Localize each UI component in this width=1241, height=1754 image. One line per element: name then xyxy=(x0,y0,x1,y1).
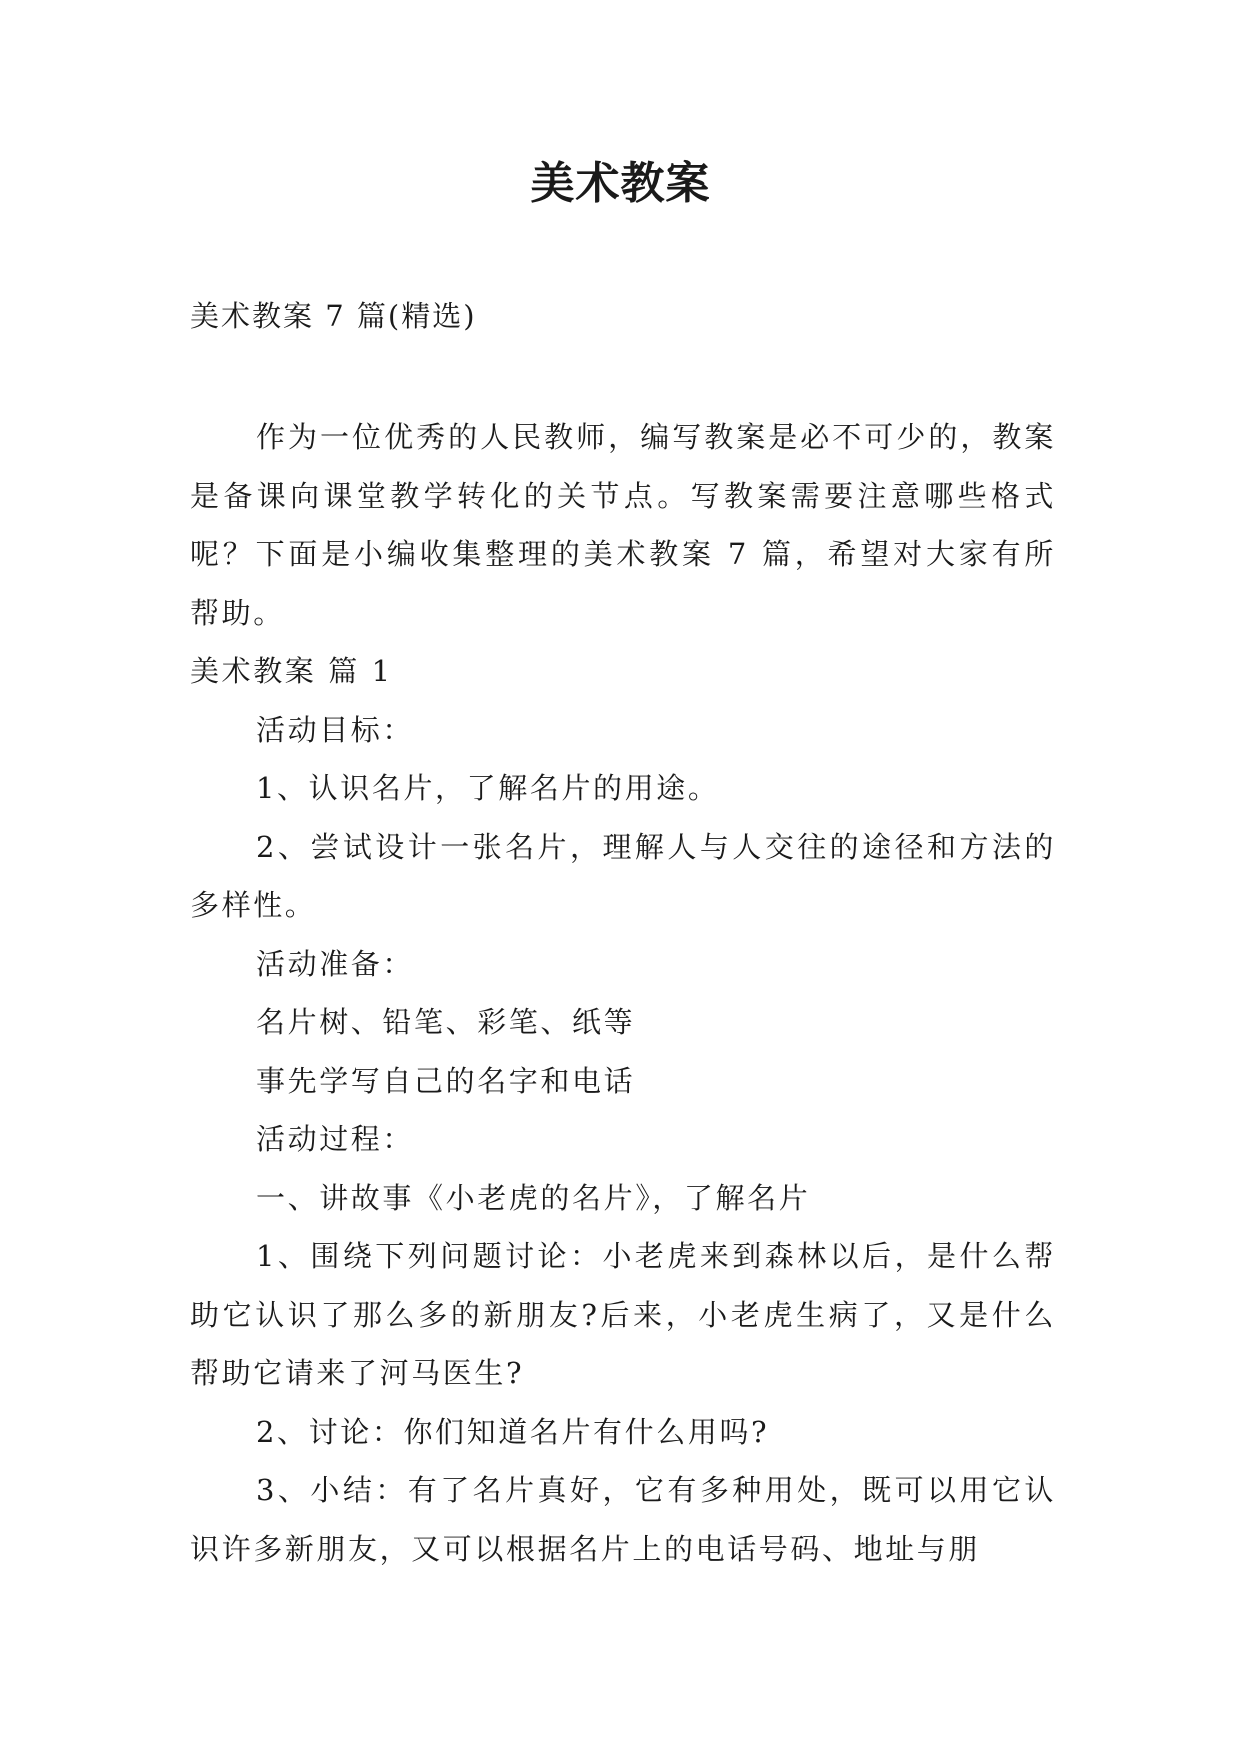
paragraph: 活动过程： xyxy=(256,1122,415,1156)
paragraph: 1、围绕下列问题讨论：小老虎来到森林以后，是什么帮助它认识了那么多的新朋友?后来，小老虎生病了，又是什么帮助它请来了河马医生? xyxy=(190,1239,1056,1390)
document-subtitle: 美术教案 7 篇(精选) xyxy=(190,299,477,333)
paragraph: 2、尝试设计一张名片，理解人与人交往的途径和方法的多样性。 xyxy=(190,829,1056,922)
paragraph: 作为一位优秀的人民教师，编写教案是必不可少的，教案是备课向课堂教学转化的关节点。写教案需要注意哪些格式呢？下面是小编收集整理的美术教案 7 篇，希望对大家有所帮助。 xyxy=(190,420,1056,630)
paragraph: 3、小结：有了名片真好，它有多种用处，既可以用它认识许多新朋友，又可以根据名片上的电话号码、地址与朋 xyxy=(190,1473,1056,1566)
section-heading: 美术教案 篇 1 xyxy=(190,654,393,688)
document-body xyxy=(190,408,1056,1578)
page-title: 美术教案 xyxy=(530,158,711,209)
paragraph: 1、认识名片，了解名片的用途。 xyxy=(256,771,720,805)
paragraph: 名片树、铅笔、彩笔、纸等 xyxy=(256,1005,636,1039)
paragraph: 2、讨论：你们知道名片有什么用吗? xyxy=(256,1414,770,1449)
paragraph: 事先学写自己的名字和电话 xyxy=(256,1063,636,1098)
paragraph: 活动准备： xyxy=(256,946,415,981)
paragraph: 活动目标： xyxy=(256,712,415,747)
paragraph: 一、讲故事《小老虎的名片》，了解名片 xyxy=(256,1180,811,1215)
